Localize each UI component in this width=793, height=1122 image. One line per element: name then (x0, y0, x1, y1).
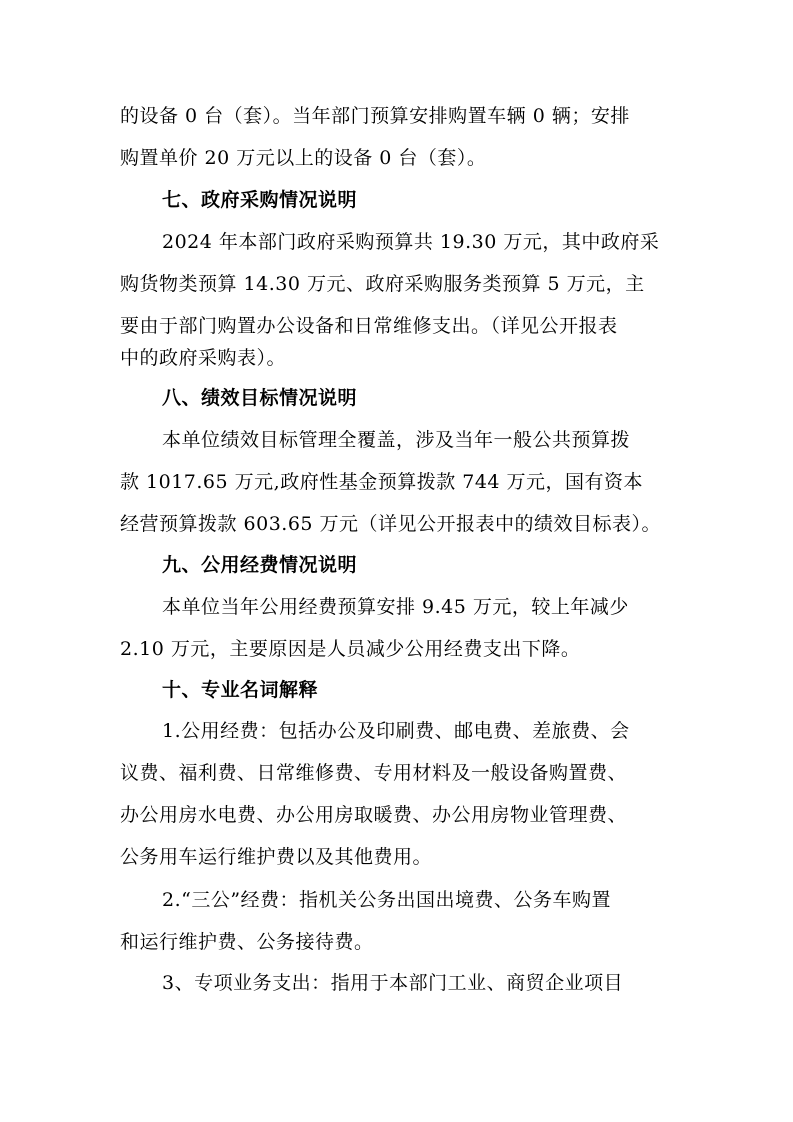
section-heading-public-funds: 九、公用经费情况说明 (162, 554, 358, 576)
paragraph-line: 款 1017.65 万元,政府性基金预算拨款 744 万元，国有资本 (120, 471, 644, 493)
glossary-item-line: 公务用车运行维护费以及其他费用。 (120, 846, 433, 868)
glossary-item-line: 议费、福利费、日常维修费、专用材料及一般设备购置费、 (120, 762, 628, 784)
paragraph-line: 经营预算拨款 603.65 万元（详见公开报表中的绩效目标表）。 (120, 513, 662, 535)
paragraph-line: 购置单价 20 万元以上的设备 0 台（套）。 (120, 147, 487, 169)
glossary-item-line: 1.公用经费：包括办公及印刷费、邮电费、差旅费、会 (162, 720, 630, 742)
paragraph-line: 2.10 万元，主要原因是人员减少公用经费支出下降。 (120, 638, 581, 660)
paragraph-line: 2024 年本部门政府采购预算共 19.30 万元，其中政府采 (162, 231, 660, 253)
glossary-item-line: 和运行维护费、公务接待费。 (120, 931, 374, 953)
paragraph-line: 本单位绩效目标管理全覆盖，涉及当年一般公共预算拨 (162, 429, 631, 451)
glossary-item-line: 3、专项业务支出：指用于本部门工业、商贸企业项目 (162, 972, 624, 994)
section-heading-procurement: 七、政府采购情况说明 (162, 189, 358, 211)
paragraph-line: 购货物类预算 14.30 万元、政府采购服务类预算 5 万元，主 (120, 273, 645, 295)
glossary-item-line: 2.“三公”经费：指机关公务出国出境费、公务车购置 (162, 889, 612, 911)
paragraph-line: 要由于部门购置办公设备和日常维修支出。（详见公开报表 (120, 315, 618, 337)
glossary-item-line: 办公用房水电费、办公用房取暖费、办公用房物业管理费、 (120, 804, 628, 826)
section-heading-performance: 八、绩效目标情况说明 (162, 387, 358, 409)
paragraph-line: 本单位当年公用经费预算安排 9.45 万元，较上年减少 (162, 596, 629, 618)
paragraph-line: 中的政府采购表）。 (120, 347, 287, 369)
paragraph-line: 的设备 0 台（套）。当年部门预算安排购置车辆 0 辆；安排 (120, 105, 630, 127)
section-heading-glossary: 十、专业名词解释 (162, 679, 319, 701)
